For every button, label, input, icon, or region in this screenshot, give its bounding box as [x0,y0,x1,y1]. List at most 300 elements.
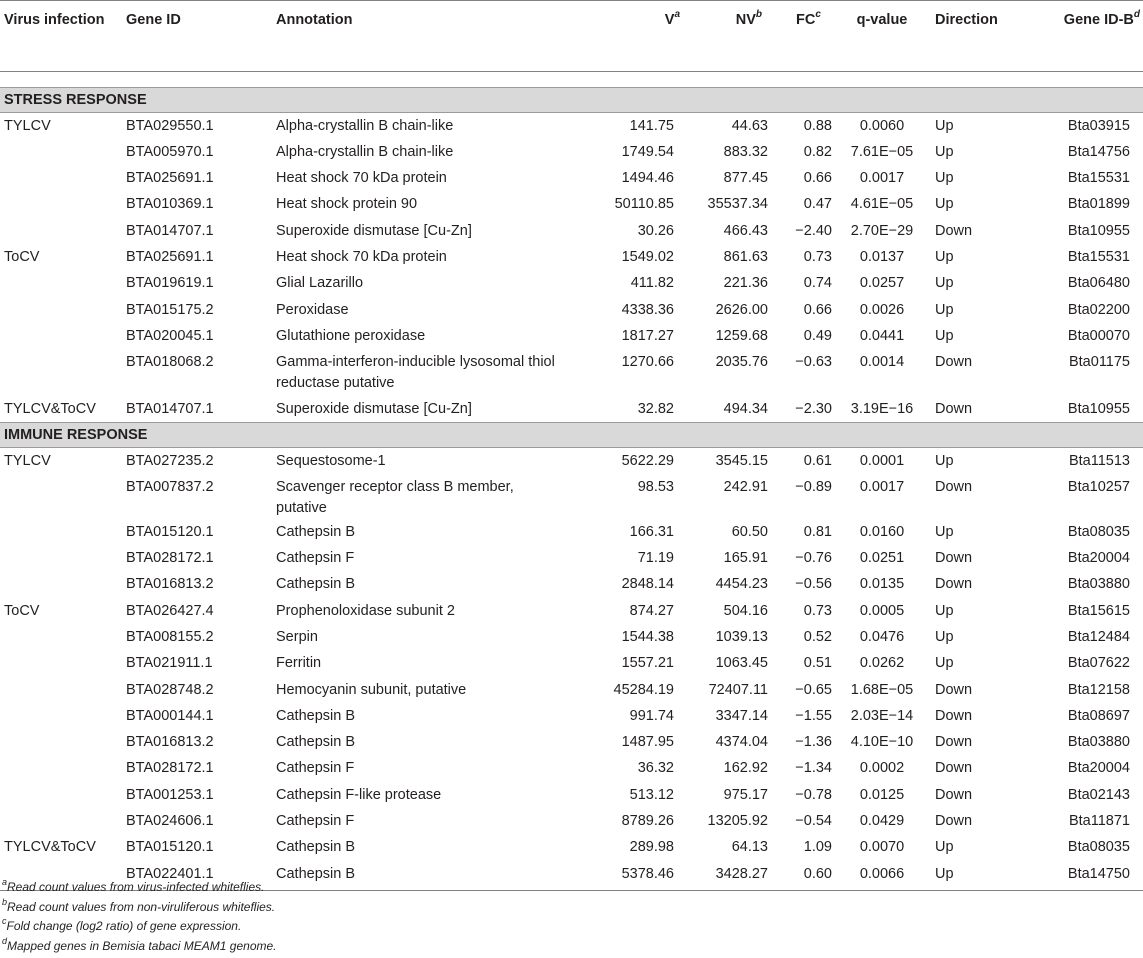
cell-gene-id-b: Bta15531 [1067,248,1130,265]
cell-qvalue: 0.0429 [859,813,905,830]
cell-nv: 1039.13 [715,628,768,645]
cell-qvalue: 0.0017 [859,478,905,495]
cell-nv: 242.91 [723,478,768,495]
cell-gene-id-b: Bta14750 [1023,861,1143,891]
cell-fc: −0.76 [795,550,832,567]
cell-v: 166.31 [629,523,674,540]
cell-nv: 44.63 [731,118,768,134]
cell-annotation: Heat shock 70 kDa protein [276,248,447,265]
cell-gene-id-b: Bta08035 [1067,523,1130,540]
cell-v: 50110.85 [614,196,674,213]
cell-virus-infection [0,323,126,349]
cell-virus-infection [0,755,126,781]
cell-virus-infection [0,571,126,597]
cell-qvalue: 0.0476 [859,628,905,645]
cell-gene-id-b: Bta11513 [1068,452,1130,469]
table-row [0,677,1143,703]
cell-v: 1549.02 [621,248,674,265]
cell-fc: −0.78 [795,786,832,803]
header-gene-id-b-label: Gene ID-B [1063,12,1134,28]
cell-virus-infection: TYLCV [4,452,51,469]
cell-v: 30.26 [637,222,674,239]
header-direction-label: Direction [935,12,998,28]
cell-qvalue: 0.0137 [859,248,905,265]
cell-virus-infection [0,808,126,834]
header-annotation [276,1,586,72]
cell-annotation: Cathepsin F-like protease [276,786,442,803]
cell-fc: −0.65 [795,681,832,698]
cell-annotation: Gamma-interferon-inducible lysosomal thiol reductase putative [276,354,555,392]
cell-gene-id-b: Bta01899 [1067,196,1130,213]
cell-nv: 4454.23 [715,576,768,593]
cell-nv: 466.43 [723,222,768,239]
cell-fc: 0.61 [803,452,832,469]
table-row [0,244,1143,270]
cell-nv: 3428.27 [686,861,780,891]
cell-gene-id: BTA001253.1 [126,786,214,803]
cell-annotation: Cathepsin B [276,576,355,593]
cell-gene-id: BTA028172.1 [126,760,214,777]
cell-nv: 861.63 [723,248,768,265]
cell-annotation: Prophenoloxidase subunit 2 [276,602,455,619]
cell-gene-id-b: Bta02200 [1067,301,1130,318]
cell-gene-id: BTA019619.1 [126,275,214,292]
cell-fc: −2.40 [795,222,832,239]
header-fc-label: FC [796,12,816,28]
cell-qvalue: 0.0257 [859,275,905,292]
cell-direction: Down [935,707,973,724]
cell-gene-id-b: Bta10955 [1067,222,1130,239]
cell-annotation: Cathepsin F [276,550,355,567]
cell-annotation: Scavenger receptor class B member, putative [276,478,514,516]
cell-v: 5622.29 [621,452,674,469]
cell-v: 874.27 [629,602,674,619]
header-v [586,1,686,72]
cell-qvalue: 3.19E−16 [850,401,914,418]
footnote [0,917,277,937]
cell-fc: −0.63 [795,354,832,371]
cell-gene-id-b: Bta01175 [1068,354,1130,371]
table-row [0,729,1143,755]
header-fc [780,1,837,72]
cell-gene-id: BTA010369.1 [126,196,214,213]
cell-direction: Down [935,786,973,803]
table-row [0,323,1143,349]
cell-nv: 72407.11 [708,681,768,698]
cell-gene-id-b: Bta03915 [1067,118,1130,134]
cell-annotation: Heat shock protein 90 [276,196,418,213]
cell-direction: Down [935,813,973,830]
table-row [0,191,1143,217]
table-row [0,545,1143,571]
cell-qvalue: 0.0014 [859,354,905,371]
cell-direction: Down [935,734,973,751]
cell-gene-id: BTA015120.1 [126,523,214,540]
cell-qvalue: 0.0017 [859,170,905,187]
cell-gene-id: BTA018068.2 [126,354,214,371]
header-direction [927,1,1023,72]
footnote-mark: b [2,896,8,907]
cell-nv: 221.36 [723,275,768,292]
header-virus-infection [0,1,126,72]
cell-gene-id: BTA021911.1 [126,655,213,672]
cell-fc: −0.54 [795,813,832,830]
cell-nv: 3545.15 [715,452,768,469]
cell-virus-infection: ToCV [4,248,40,265]
cell-fc: 0.88 [803,118,832,134]
table-row [0,808,1143,834]
cell-qvalue: 0.0441 [859,327,905,344]
cell-v: 71.19 [637,550,674,567]
cell-nv: 2626.00 [715,301,768,318]
header-qvalue [837,1,927,72]
cell-direction: Down [935,760,973,777]
cell-gene-id: BTA016813.2 [126,576,214,593]
cell-v: 1270.66 [621,354,674,371]
cell-v: 36.32 [637,760,674,777]
cell-direction: Down [935,354,973,371]
cell-virus-infection [0,218,126,244]
cell-annotation: Cathepsin B [276,734,355,751]
footnote-text: Read count values from virus-infected whiteflies. [7,880,265,894]
cell-annotation: Serpin [276,628,318,645]
cell-direction: Down [935,576,973,593]
cell-nv: 3347.14 [715,707,768,724]
cell-direction: Up [935,143,954,160]
cell-annotation: Cathepsin B [276,523,355,540]
footnote-mark: a [2,877,8,887]
footnote [0,898,277,918]
cell-nv: 13205.92 [707,813,768,830]
cell-gene-id-b: Bta20004 [1067,550,1130,567]
cell-v: 1817.27 [621,327,674,344]
footnote-text: Mapped genes in Bemisia tabaci MEAM1 genome. [7,938,277,953]
section-title: STRESS RESPONSE [0,88,1143,113]
cell-qvalue: 0.0262 [859,655,905,672]
table-row [0,782,1143,808]
cell-annotation: Alpha-crystallin B chain-like [276,143,454,160]
table-body [0,88,1143,891]
cell-v: 289.98 [629,839,674,856]
cell-gene-id-b: Bta02143 [1067,786,1130,803]
footnote-mark: d [2,935,8,946]
header-gene-id-b-footnote-mark: d [1133,9,1140,21]
cell-v: 32.82 [637,401,674,418]
table-row [0,396,1143,422]
cell-virus-infection: TYLCV&ToCV [4,839,96,856]
cell-annotation: Cathepsin F [276,760,355,777]
cell-gene-id-b: Bta08035 [1067,839,1130,856]
cell-gene-id: BTA025691.1 [126,170,214,187]
cell-fc: 0.52 [803,628,832,645]
cell-fc: 0.81 [803,523,832,540]
cell-direction: Up [935,170,954,187]
cell-gene-id-b: Bta15615 [1067,602,1130,619]
cell-annotation: Heat shock 70 kDa protein [276,170,447,187]
cell-fc: 0.66 [803,170,832,187]
cell-virus-infection [0,650,126,676]
table-row [0,270,1143,296]
cell-nv: 2035.76 [715,354,768,371]
table-row [0,113,1143,139]
cell-fc: 0.73 [803,248,832,265]
cell-nv: 494.34 [723,401,768,418]
cell-gene-id-b: Bta08697 [1067,707,1130,724]
footnote-mark: c [2,916,7,926]
header-row [0,1,1143,72]
cell-gene-id-b: Bta11871 [1068,813,1130,830]
cell-qvalue: 0.0001 [859,452,905,469]
cell-gene-id: BTA005970.1 [126,143,214,160]
cell-qvalue: 0.0026 [859,301,905,318]
cell-direction: Up [935,275,954,292]
cell-gene-id: BTA007837.2 [126,478,214,495]
cell-virus-infection: ToCV [4,602,40,619]
cell-virus-infection [0,191,126,217]
cell-annotation: Cathepsin B [276,861,586,891]
cell-gene-id: BTA008155.2 [126,628,214,645]
cell-v: 513.12 [629,786,674,803]
cell-qvalue: 4.10E−10 [850,734,914,751]
cell-qvalue: 7.61E−05 [850,143,914,160]
cell-v: 411.82 [630,275,674,292]
cell-qvalue: 2.03E−14 [850,707,914,724]
cell-annotation: Hemocyanin subunit, putative [276,681,467,698]
footnote [0,937,277,957]
cell-nv: 64.13 [731,839,768,856]
cell-direction: Down [935,681,973,698]
cell-qvalue: 0.0060 [859,118,905,134]
cell-direction: Down [935,401,973,418]
header-nv [686,1,780,72]
cell-virus-infection [0,782,126,808]
cell-annotation: Glial Lazarillo [276,275,364,292]
cell-direction: Up [935,839,954,856]
cell-direction: Down [935,550,973,567]
cell-gene-id-b: Bta12158 [1067,681,1130,698]
cell-annotation: Sequestosome-1 [276,452,386,469]
cell-gene-id-b: Bta15531 [1067,170,1130,187]
cell-fc: 0.47 [803,196,832,213]
cell-direction: Up [935,628,954,645]
cell-gene-id: BTA025691.1 [126,248,214,265]
cell-fc: −1.55 [795,707,832,724]
cell-v: 45284.19 [613,681,674,698]
cell-v: 1544.38 [621,628,674,645]
cell-fc: 0.74 [803,275,832,292]
header-nv-label: NV [735,12,756,28]
cell-direction: Down [935,222,973,239]
cell-gene-id-b: Bta10257 [1067,478,1130,495]
table-header [0,1,1143,88]
cell-fc: 0.66 [803,301,832,318]
cell-gene-id: BTA000144.1 [126,707,214,724]
table-row [0,474,1143,519]
cell-nv: 504.16 [723,602,768,619]
cell-virus-infection [0,677,126,703]
header-v-label: V [664,12,675,28]
cell-nv: 883.32 [723,143,768,160]
cell-virus-infection [0,703,126,729]
header-gene-id-b [1023,1,1143,72]
table-row [0,297,1143,323]
footnote-text: Read count values from non-viruliferous whiteflies. [7,899,276,914]
cell-fc: 0.73 [803,602,832,619]
table-row [0,755,1143,781]
cell-nv: 162.92 [723,760,768,777]
header-spacer-cell [0,72,1143,88]
cell-annotation: Cathepsin B [276,707,355,724]
cell-gene-id-b: Bta03880 [1067,576,1130,593]
table-row [0,519,1143,545]
cell-direction: Up [935,301,954,318]
cell-virus-infection [0,165,126,191]
cell-fc: −0.89 [795,478,832,495]
cell-annotation: Glutathione peroxidase [276,327,426,344]
cell-gene-id: BTA014707.1 [126,222,214,239]
cell-v: 1494.46 [621,170,674,187]
cell-virus-infection [0,349,126,396]
cell-fc: −1.36 [795,734,832,751]
table-row [0,139,1143,165]
cell-virus-infection [0,474,126,519]
cell-qvalue: 0.0135 [859,576,905,593]
header-gene-id [126,1,276,72]
cell-gene-id: BTA024606.1 [126,813,214,830]
cell-fc: −1.34 [795,760,832,777]
cell-annotation: Superoxide dismutase [Cu-Zn] [276,222,472,239]
cell-virus-infection [0,297,126,323]
cell-virus-infection [0,545,126,571]
cell-annotation: Peroxidase [276,301,349,318]
table-row [0,703,1143,729]
cell-fc: 1.09 [803,839,832,856]
cell-qvalue: 2.70E−29 [850,222,914,239]
header-nv-footnote-mark: b [755,9,762,21]
table-row [0,218,1143,244]
cell-v: 4338.36 [621,301,674,318]
footnote [0,878,277,898]
cell-nv: 35537.34 [707,196,768,213]
cell-qvalue: 0.0160 [859,523,905,540]
cell-gene-id: BTA026427.4 [126,602,214,619]
cell-gene-id-b: Bta00070 [1067,327,1130,344]
cell-fc: −2.30 [795,401,832,418]
table-row [0,447,1143,473]
cell-qvalue: 0.0066 [837,861,927,891]
cell-gene-id-b: Bta10955 [1067,401,1130,418]
cell-nv: 1063.45 [715,655,768,672]
cell-v: 1557.21 [621,655,674,672]
cell-gene-id: BTA028172.1 [126,550,214,567]
cell-v: 1487.95 [621,734,674,751]
header-gene-id-label: Gene ID [126,12,181,28]
cell-qvalue: 0.0125 [859,786,905,803]
section-title: IMMUNE RESPONSE [0,422,1143,447]
cell-fc: 0.49 [803,327,832,344]
cell-direction: Up [927,861,1023,891]
header-spacer [0,72,1143,88]
cell-qvalue: 0.0251 [859,550,905,567]
cell-v: 991.74 [629,707,674,724]
cell-direction: Up [935,655,954,672]
section-header-row [0,88,1143,113]
cell-virus-infection [0,519,126,545]
cell-virus-infection: TYLCV [4,118,51,134]
cell-v: 5378.46 [586,861,686,891]
cell-fc: 0.82 [803,143,832,160]
table-row [0,165,1143,191]
section-header-row [0,422,1143,447]
cell-v: 1749.54 [621,143,674,160]
cell-virus-infection: TYLCV&ToCV [4,401,96,418]
cell-v: 98.53 [637,478,674,495]
cell-fc: 0.60 [780,861,837,891]
cell-gene-id: BTA029550.1 [126,118,214,134]
cell-gene-id-b: Bta06480 [1067,275,1130,292]
cell-qvalue: 4.61E−05 [850,196,914,213]
cell-nv: 1259.68 [715,327,768,344]
cell-direction: Down [935,478,973,495]
cell-virus-infection [0,624,126,650]
cell-annotation: Ferritin [276,655,322,672]
cell-nv: 60.50 [731,523,768,540]
cell-direction: Up [935,523,954,540]
cell-direction: Up [935,452,954,469]
cell-qvalue: 0.0002 [859,760,905,777]
cell-annotation: Cathepsin F [276,813,355,830]
cell-gene-id: BTA014707.1 [126,401,214,418]
cell-gene-id: BTA027235.2 [126,452,214,469]
cell-direction: Up [935,248,954,265]
cell-direction: Up [935,602,954,619]
cell-gene-id: BTA022401.1 [126,861,276,891]
cell-nv: 877.45 [723,170,768,187]
header-annotation-label: Annotation [276,12,353,28]
cell-nv: 975.17 [723,786,768,803]
cell-gene-id: BTA016813.2 [126,734,214,751]
cell-virus-infection [0,139,126,165]
header-fc-footnote-mark: c [815,9,821,21]
cell-annotation: Cathepsin B [276,839,355,856]
footnote-text: Fold change (log2 ratio) of gene expression. [6,919,242,933]
table-row [0,571,1143,597]
cell-gene-id: BTA020045.1 [126,327,214,344]
cell-fc: −0.56 [795,576,832,593]
cell-gene-id-b: Bta07622 [1067,655,1130,672]
header-virus-infection-label: Virus infection [4,12,105,28]
cell-gene-id: BTA028748.2 [126,681,214,698]
cell-annotation: Superoxide dismutase [Cu-Zn] [276,401,472,418]
table-row [0,650,1143,676]
footnotes [0,878,277,956]
cell-virus-infection [0,270,126,296]
cell-gene-id-b: Bta20004 [1067,760,1130,777]
cell-v: 141.75 [629,118,674,134]
header-qvalue-label: q-value [856,12,908,28]
cell-gene-id-b: Bta12484 [1067,628,1130,645]
cell-gene-id: BTA015120.1 [126,839,214,856]
header-v-footnote-mark: a [674,9,680,21]
cell-v: 8789.26 [621,813,674,830]
cell-qvalue: 0.0005 [859,602,905,619]
cell-qvalue: 0.0070 [859,839,905,856]
cell-direction: Up [935,327,954,344]
table-row [0,834,1143,860]
cell-qvalue: 1.68E−05 [850,681,914,698]
cell-direction: Up [935,196,954,213]
cell-virus-infection [0,729,126,755]
